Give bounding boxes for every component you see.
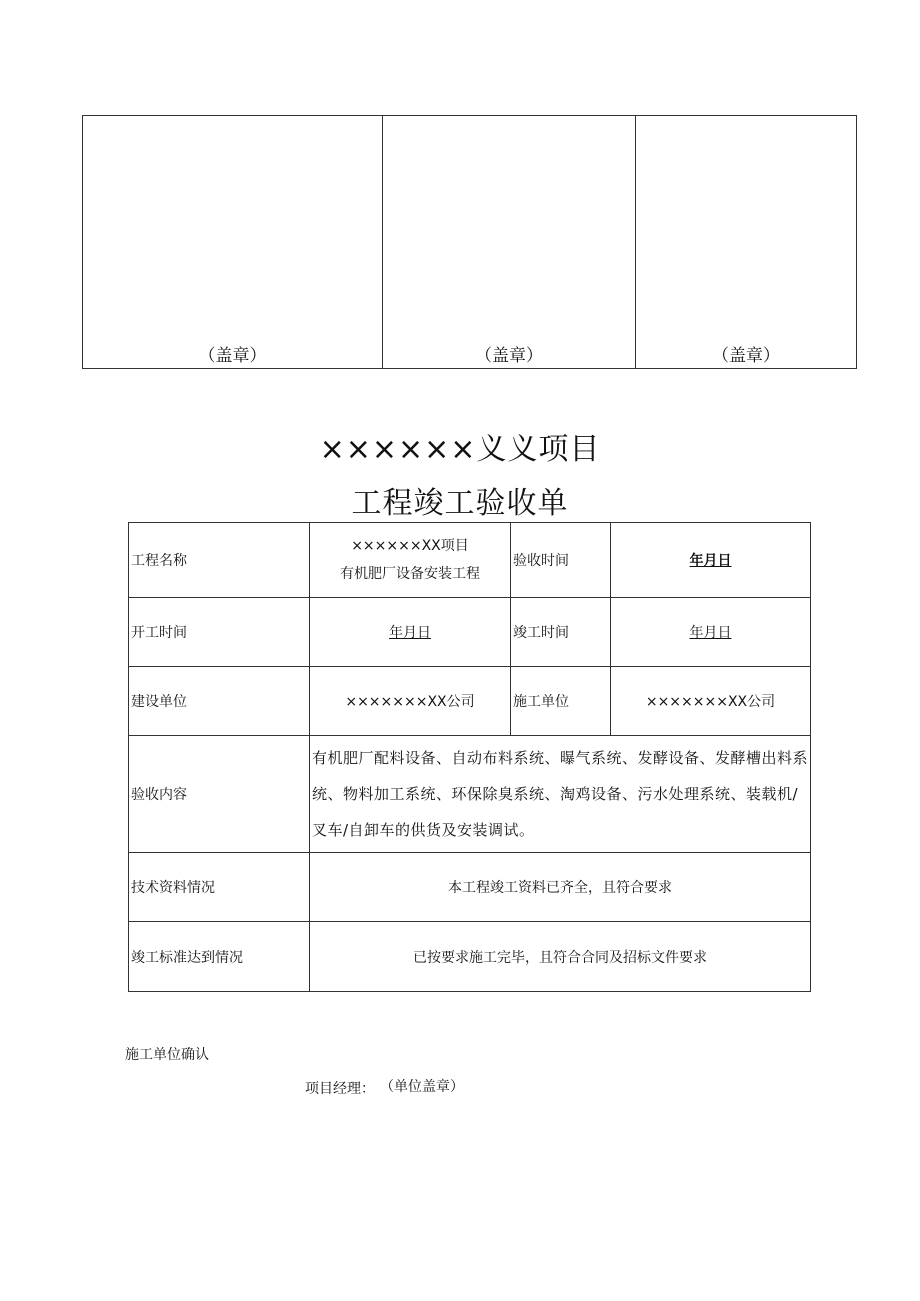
start-time-label: 开工时间	[129, 598, 310, 667]
contractor-label: 施工单位	[511, 667, 611, 736]
project-name-line2: 有机肥厂设备安装工程	[340, 566, 480, 582]
tech-docs-value: 本工程竣工资料已齐全，且符合要求	[310, 853, 811, 922]
owner-value: ×××××××XX公司	[310, 667, 511, 736]
seal-cell	[83, 116, 383, 368]
tech-docs-label: 技术资料情况	[129, 853, 310, 922]
project-name-line1: ××××××XX项目	[351, 538, 469, 554]
completion-time-value: 年月日	[689, 625, 732, 641]
table-row	[129, 667, 811, 736]
acceptance-time-cell	[611, 523, 811, 598]
unit-seal-note: （单位盖章）	[380, 1079, 464, 1095]
table-row	[129, 598, 811, 667]
form-title: 工程竣工验收单	[351, 486, 569, 521]
content-label: 验收内容	[129, 736, 310, 853]
start-time-value: 年月日	[389, 625, 431, 641]
project-name-value	[310, 523, 511, 598]
standard-label: 竣工标准达到情况	[129, 922, 310, 992]
seal-table	[82, 115, 857, 369]
content-value: 有机肥厂配料设备、自动布料系统、曝气系统、发酵设备、发酵槽出料系统、物料加工系统、环保除臭系统、淘鸡设备、污水处理系统、装载机/叉车/自卸车的供货及安装调试。	[310, 736, 811, 853]
start-time-cell	[310, 598, 511, 667]
table-row	[129, 736, 811, 853]
acceptance-table	[128, 522, 811, 992]
seal-cell	[636, 116, 856, 368]
standard-value: 已按要求施工完毕，且符合合同及招标文件要求	[310, 922, 811, 992]
project-title: ××××××义义项目	[319, 432, 601, 467]
table-row	[129, 523, 811, 598]
acceptance-time-label: 验收时间	[511, 523, 611, 598]
contractor-value: ×××××××XX公司	[611, 667, 811, 736]
contractor-confirm-label: 施工单位确认	[125, 1047, 209, 1063]
owner-label: 建设单位	[129, 667, 310, 736]
seal-label: （盖章）	[712, 346, 780, 366]
project-manager-label: 项目经理：	[305, 1081, 375, 1097]
project-name-label: 工程名称	[129, 523, 310, 598]
completion-time-label: 竣工时间	[511, 598, 611, 667]
seal-cell	[383, 116, 636, 368]
table-row	[129, 922, 811, 992]
completion-time-cell	[611, 598, 811, 667]
acceptance-time-value: 年月日	[689, 553, 732, 569]
seal-label: （盖章）	[198, 346, 267, 366]
seal-label: （盖章）	[475, 346, 543, 366]
table-row	[129, 853, 811, 922]
